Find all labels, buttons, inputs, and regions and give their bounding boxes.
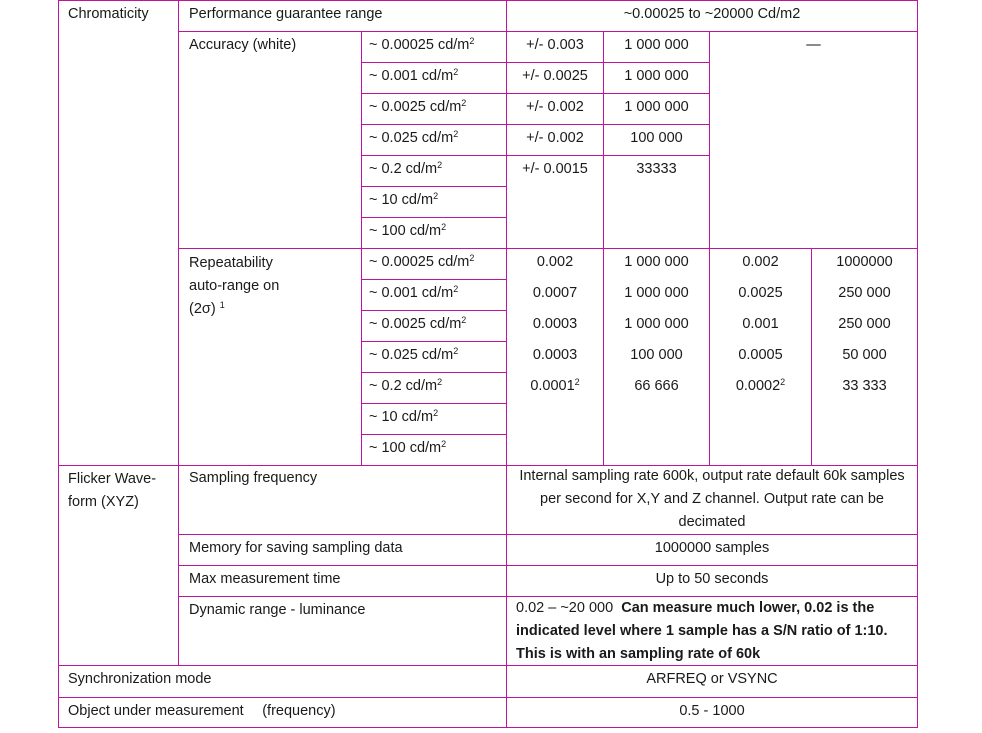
dynamic-range-value [516,597,912,666]
max-time-label: Max measurement time [189,571,341,587]
row-divider [361,124,709,125]
superscript: 2 [469,36,475,46]
repeatability-value-1-text: 0.0003 [532,347,578,363]
sampling-frequency-value: Internal sampling rate 600k, output rate default 60k samples per second for X,Y and Z channel. Output rate can be decimated [519,468,905,530]
repeatability-value-1 [507,345,603,365]
superscript: 2 [453,284,459,294]
flicker-label-line: Flicker Wave- [68,471,157,487]
memory-value: 1000000 samples [654,540,770,556]
superscript: 2 [780,377,786,387]
repeatability-samples-2 [812,345,917,365]
repeatability-value-1 [507,376,603,396]
repeatability-samples-2-text: 33 333 [842,378,887,394]
superscript: 2 [441,439,447,449]
superscript: 2 [433,191,439,201]
repeatability-samples-2-text: 50 000 [842,347,887,363]
accuracy-value-text: +/- 0.003 [526,37,584,53]
performance-range-value: ~0.00025 to ~20000 Cd/m2 [623,6,801,22]
row-divider [58,697,918,698]
repeatability-level-text: ~ 100 cd/m [369,440,442,456]
repeatability-samples-2-text: 1000000 [836,254,893,270]
repeatability-samples-1 [604,376,709,396]
flicker-label [68,468,156,514]
chromaticity-label: Chromaticity [68,6,149,22]
row-divider [361,279,506,280]
repeatability-value-1 [507,283,603,303]
accuracy-samples-text: 1 000 000 [624,37,689,53]
row-divider [361,403,506,404]
repeatability-level-text: ~ 0.00025 cd/m [369,254,470,270]
repeatability-value-2-text: 0.002 [742,254,779,270]
repeatability-sigma: (2σ) [189,301,216,317]
repeatability-samples-1 [604,345,709,365]
accuracy-value [507,66,603,86]
accuracy-value [507,97,603,117]
repeatability-level [369,283,458,303]
accuracy-samples [604,97,709,117]
repeatability-samples-1-text: 1 000 000 [624,254,689,270]
accuracy-samples-text: 100 000 [630,130,683,146]
repeatability-samples-2-text: 250 000 [838,285,891,301]
repeatability-value-1-text: 0.002 [536,254,574,270]
superscript: 2 [453,346,459,356]
accuracy-level-text: ~ 0.025 cd/m [369,130,454,146]
repeatability-value-1 [507,314,603,334]
accuracy-level [369,190,438,210]
repeatability-samples-1-text: 1 000 000 [624,316,689,332]
row-divider [178,534,918,535]
row-divider [361,155,709,156]
superscript: 2 [453,67,459,77]
superscript: 2 [441,222,447,232]
memory-label: Memory for saving sampling data [189,540,403,556]
superscript: 2 [437,377,443,387]
repeatability-level [369,407,438,427]
repeatability-level [369,345,458,365]
repeatability-level-text: ~ 0.0025 cd/m [369,316,462,332]
row-divider [361,93,709,94]
accuracy-level-text: ~ 0.0025 cd/m [369,99,462,115]
repeatability-value-1 [507,252,603,272]
row-divider [178,565,918,566]
repeatability-samples-1 [604,252,709,272]
repeatability-label-line: auto-range on [189,278,280,294]
repeatability-samples-2 [812,314,917,334]
superscript: 2 [437,160,443,170]
dynamic-range-note: Can measure much lower, 0.02 is the indicated level where 1 sample has a S/N ratio of 1:10. This is with an sampling rate of 60k [516,600,888,662]
accuracy-samples [604,159,709,179]
accuracy-samples [604,35,709,55]
repeatability-value-2-text: 0.001 [742,316,779,332]
repeatability-samples-1-text: 1 000 000 [624,285,689,301]
dynamic-range-plain: 0.02 – ~20 000 [516,600,614,616]
accuracy-level-text: ~ 100 cd/m [369,223,442,239]
table-border-bottom [58,727,918,728]
accuracy-value-text: +/- 0.002 [526,130,584,146]
max-time-value: Up to 50 seconds [655,571,769,587]
sync-mode-value: ARFREQ or VSYNC [646,671,778,687]
repeatability-value-1-text: 0.0007 [532,285,578,301]
repeatability-value-2 [710,345,811,365]
superscript: 2 [433,408,439,418]
row-divider [178,248,918,249]
repeatability-value-2-text: 0.0025 [738,285,783,301]
row-divider [361,62,709,63]
row-divider [361,434,506,435]
repeatability-level [369,376,442,396]
accuracy-level [369,66,458,86]
repeatability-value-2 [710,252,811,272]
accuracy-value [507,159,603,179]
repeatability-level [369,252,474,272]
repeatability-samples-2 [812,283,917,303]
dynamic-range-label: Dynamic range - luminance [189,602,366,618]
repeatability-level-text: ~ 10 cd/m [369,409,434,425]
accuracy-value-text: +/- 0.0025 [522,68,588,84]
flicker-label-line: form (XYZ) [68,494,139,510]
accuracy-level-text: ~ 0.00025 cd/m [369,37,470,53]
superscript: 2 [453,129,459,139]
object-label: Object under measurement (frequency) [68,703,336,719]
sync-mode-label: Synchronization mode [68,671,212,687]
accuracy-value [507,35,603,55]
footnote-marker: 1 [219,300,225,310]
repeatability-value-2-text: 0.0002 [735,378,781,394]
repeatability-label-line: Repeatability [189,255,273,271]
accuracy-value-text: +/- 0.0015 [522,161,588,177]
superscript: 2 [461,98,467,108]
object-value: 0.5 - 1000 [679,703,745,719]
repeatability-value-2-text: 0.0005 [738,347,783,363]
accuracy-level-text: ~ 10 cd/m [369,192,434,208]
repeatability-samples-1-text: 100 000 [630,347,683,363]
accuracy-level [369,97,466,117]
performance-range-label: Performance guarantee range [189,6,383,22]
accuracy-samples [604,128,709,148]
accuracy-dash: — [806,37,821,53]
row-divider [361,341,506,342]
repeatability-value-2 [710,283,811,303]
repeatability-value-1-text: 0.0003 [532,316,578,332]
repeatability-label-line [189,298,279,321]
accuracy-samples-text: 1 000 000 [624,68,689,84]
repeatability-value-2 [710,314,811,334]
row-divider [58,0,918,1]
table-border-left [58,0,59,728]
repeatability-level-text: ~ 0.025 cd/m [369,347,454,363]
superscript: 2 [461,315,467,325]
table-border-right [917,0,918,728]
repeatability-level-text: ~ 0.001 cd/m [369,285,454,301]
accuracy-samples [604,66,709,86]
row-divider [361,186,506,187]
repeatability-value-2 [710,376,811,396]
repeatability-samples-1 [604,283,709,303]
sampling-frequency-label: Sampling frequency [189,470,318,486]
repeatability-samples-1 [604,314,709,334]
accuracy-level [369,128,458,148]
row-divider [178,31,918,32]
repeatability-level [369,438,446,458]
spec-table [58,0,918,728]
accuracy-value [507,128,603,148]
repeatability-level-text: ~ 0.2 cd/m [369,378,438,394]
row-divider [361,217,506,218]
accuracy-level-text: ~ 0.001 cd/m [369,68,454,84]
accuracy-level-text: ~ 0.2 cd/m [369,161,438,177]
superscript: 2 [574,377,580,387]
column-divider [709,31,710,248]
repeatability-label [189,252,279,321]
accuracy-level [369,159,442,179]
repeatability-level [369,314,466,334]
repeatability-samples-1-text: 66 666 [634,378,679,394]
accuracy-value-text: +/- 0.002 [526,99,584,115]
repeatability-samples-2-text: 250 000 [838,316,891,332]
repeatability-samples-2 [812,376,917,396]
accuracy-level [369,35,474,55]
repeatability-samples-2 [812,252,917,272]
accuracy-samples-text: 1 000 000 [624,99,689,115]
row-divider [361,372,506,373]
row-divider [361,310,506,311]
repeatability-value-1-text: 0.0001 [530,378,575,394]
accuracy-level [369,221,446,241]
superscript: 2 [469,253,475,263]
accuracy-label: Accuracy (white) [189,37,297,53]
accuracy-samples-text: 33333 [636,161,677,177]
